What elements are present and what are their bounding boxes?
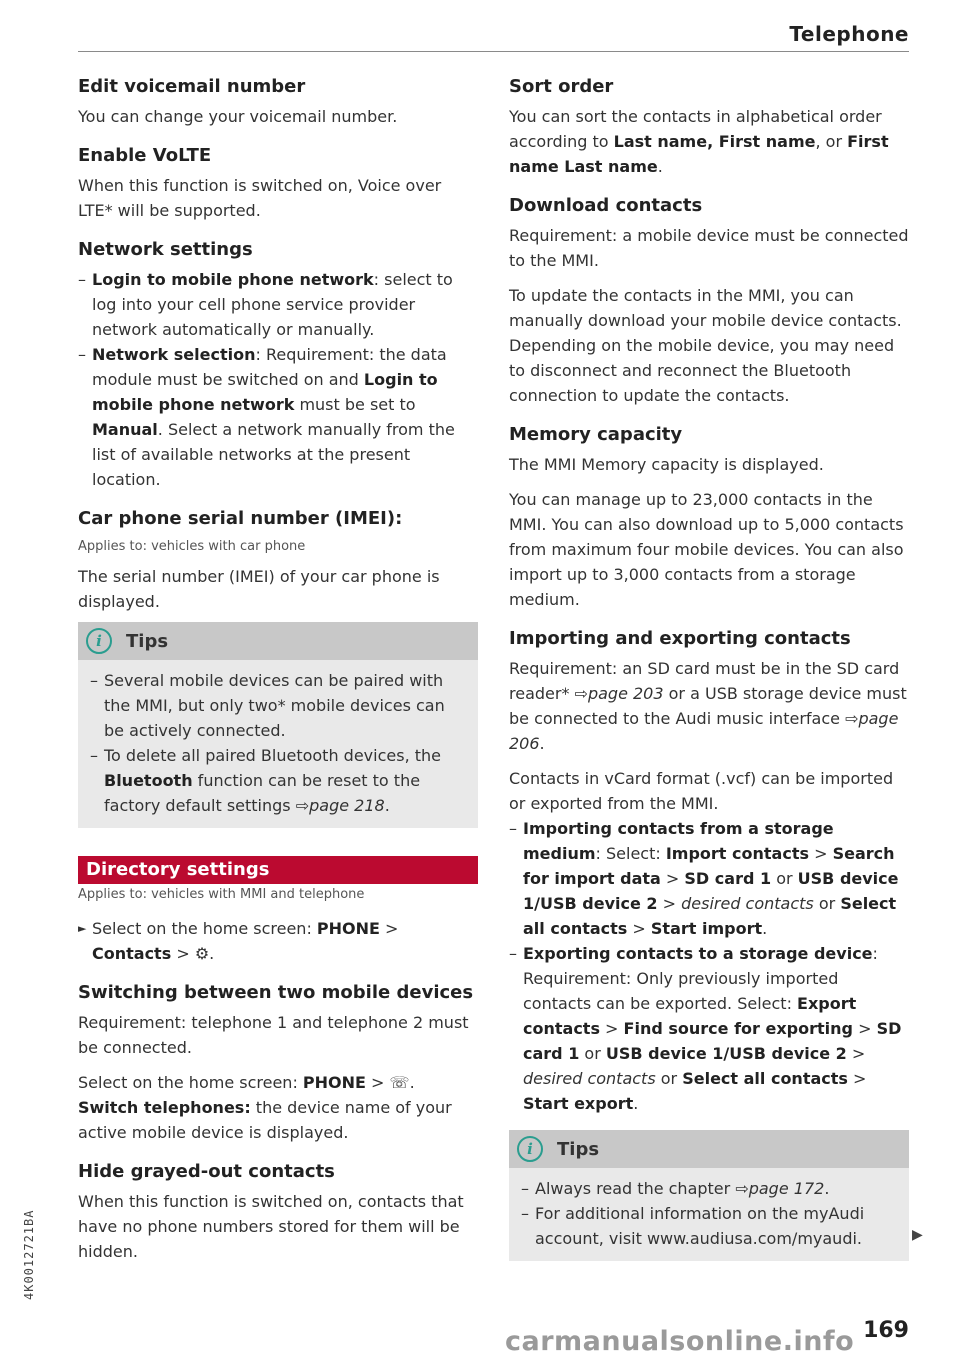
list-item: – Several mobile devices can be paired with the MMI, but only two* mobile devices can be actively connected. — [90, 671, 445, 740]
list-item: – Network selection: Requirement: the data module must be switched on and Login to mobile phone network must be set to Manual. Select a network manually from the list of available networks at the present location. — [78, 345, 455, 489]
list-item: – For additional information on the myAudi account, visit www.audiusa.com/myaudi. — [521, 1204, 865, 1248]
text-switching-instruction: Select on the home screen: PHONE > ☏. Switch telephones: the device name of your active mobile device is displayed. — [78, 1073, 452, 1142]
list-item: – To delete all paired Bluetooth devices, the Bluetooth function can be reset to the factory default settings ⇨page 218. — [90, 746, 441, 815]
page-reference-link[interactable]: page 218 — [309, 796, 385, 815]
text-import-requirement: Requirement: an SD card must be in the SD card reader* ⇨page 203 or a USB storage device must be connected to the Audi music interface ⇨page 206. — [509, 659, 907, 753]
text-enable-volte: When this function is switched on, Voice over LTE* will be supported. — [78, 176, 442, 220]
page-number: 169 — [863, 1318, 909, 1343]
heading-switching: Switching between two mobile devices — [78, 982, 474, 1003]
list-item: – Always read the chapter ⇨page 172. — [521, 1179, 830, 1198]
phone-switch-icon: ☏ — [389, 1073, 410, 1092]
header-rule — [78, 51, 909, 52]
page-header-title: Telephone — [789, 22, 909, 46]
text-hide-grayed: When this function is switched on, contacts that have no phone numbers stored for them will be hidden. — [78, 1192, 464, 1261]
applies-directory: Applies to: vehicles with MMI and telephone — [78, 887, 365, 902]
triangle-right-icon: ► — [78, 922, 87, 935]
arrow-right-outline-icon: ⇨ — [574, 684, 588, 703]
arrow-right-outline-icon: ⇨ — [295, 796, 310, 815]
text-download-instruction: To update the contacts in the MMI, you can manually download your mobile device contacts. Depending on the mobile device, you may need to disconnect and reconnect the Bluetooth connection to update the contacts. — [509, 286, 902, 405]
right-column — [509, 70, 909, 1261]
applies-imei: Applies to: vehicles with car phone — [78, 539, 306, 554]
list-item: – Login to mobile phone network: select to log into your cell phone service provider network automatically or manually. — [78, 270, 453, 339]
arrow-right-outline-icon: ⇨ — [735, 1179, 749, 1198]
page-reference-link[interactable]: page 203 — [587, 684, 664, 703]
heading-enable-volte: Enable VoLTE — [78, 145, 212, 166]
text-switching-requirement: Requirement: telephone 1 and telephone 2 must be connected. — [78, 1013, 469, 1057]
text-imei: The serial number (IMEI) of your car phone is displayed. — [78, 567, 440, 611]
list-item: – Importing contacts from a storage medium: Select: Import contacts > Search for import data > SD card 1 or USB device 1/USB device 2 > desired contacts or Select all contacts > Start import. — [509, 819, 899, 938]
document-code: 4K0012721BA — [22, 1209, 36, 1300]
tips-box-right — [509, 1130, 909, 1261]
text-vcard: Contacts in vCard format (.vcf) can be imported or exported from the MMI. — [509, 769, 894, 813]
triangle-right-icon: ▶ — [912, 1227, 923, 1243]
tips-box-left — [78, 622, 478, 828]
text-download-requirement: Requirement: a mobile device must be connected to the MMI. — [509, 226, 909, 270]
tips-list — [521, 1176, 899, 1251]
heading-download-contacts: Download contacts — [509, 195, 703, 216]
heading-imei: Car phone serial number (IMEI): — [78, 508, 403, 529]
gear-icon: ⚙ — [194, 944, 210, 963]
import-export-list — [509, 816, 909, 1116]
tips-label: Tips — [126, 630, 169, 652]
arrow-right-outline-icon: ⇨ — [845, 709, 859, 728]
info-icon: i — [86, 628, 112, 654]
tips-header — [78, 622, 478, 660]
tips-header — [509, 1130, 909, 1168]
watermark: carmanualsonline.info — [505, 1326, 855, 1357]
heading-network-settings: Network settings — [78, 239, 253, 260]
text-memory-1: The MMI Memory capacity is displayed. — [509, 455, 824, 474]
heading-hide-grayed: Hide grayed-out contacts — [78, 1161, 335, 1182]
heading-sort-order: Sort order — [509, 76, 614, 97]
network-settings-list — [78, 267, 478, 492]
tips-label: Tips — [557, 1138, 600, 1160]
text-memory-2: You can manage up to 23,000 contacts in the MMI. You can also download up to 5,000 contacts from maximum four mobile devices. You can also import up to 3,000 contacts from a storage medium. — [509, 490, 904, 609]
text-sort-order: You can sort the contacts in alphabetical order according to Last name, First name, or First name Last name. — [509, 107, 889, 176]
tips-list — [90, 668, 468, 818]
page-reference-link[interactable]: page 206 — [509, 709, 899, 753]
heading-memory-capacity: Memory capacity — [509, 424, 683, 445]
list-item: – Exporting contacts to a storage device: Requirement: Only previously imported contacts can be exported. Select: Export contacts > Find source for exporting > SD card 1 or USB device 1/USB device 2 > desired contacts or Select all contacts > Start export. — [509, 944, 902, 1113]
heading-import-export: Importing and exporting contacts — [509, 628, 851, 649]
page-reference-link[interactable]: page 172 — [748, 1179, 825, 1198]
left-column — [78, 70, 478, 1264]
instruction-step: ► Select on the home screen: PHONE > Contacts > ⚙. — [78, 916, 478, 966]
info-icon: i — [517, 1136, 543, 1162]
text-edit-voicemail: You can change your voicemail number. — [78, 107, 398, 126]
section-bar-directory-settings: Directory settings — [78, 856, 478, 884]
heading-edit-voicemail: Edit voicemail number — [78, 76, 306, 97]
